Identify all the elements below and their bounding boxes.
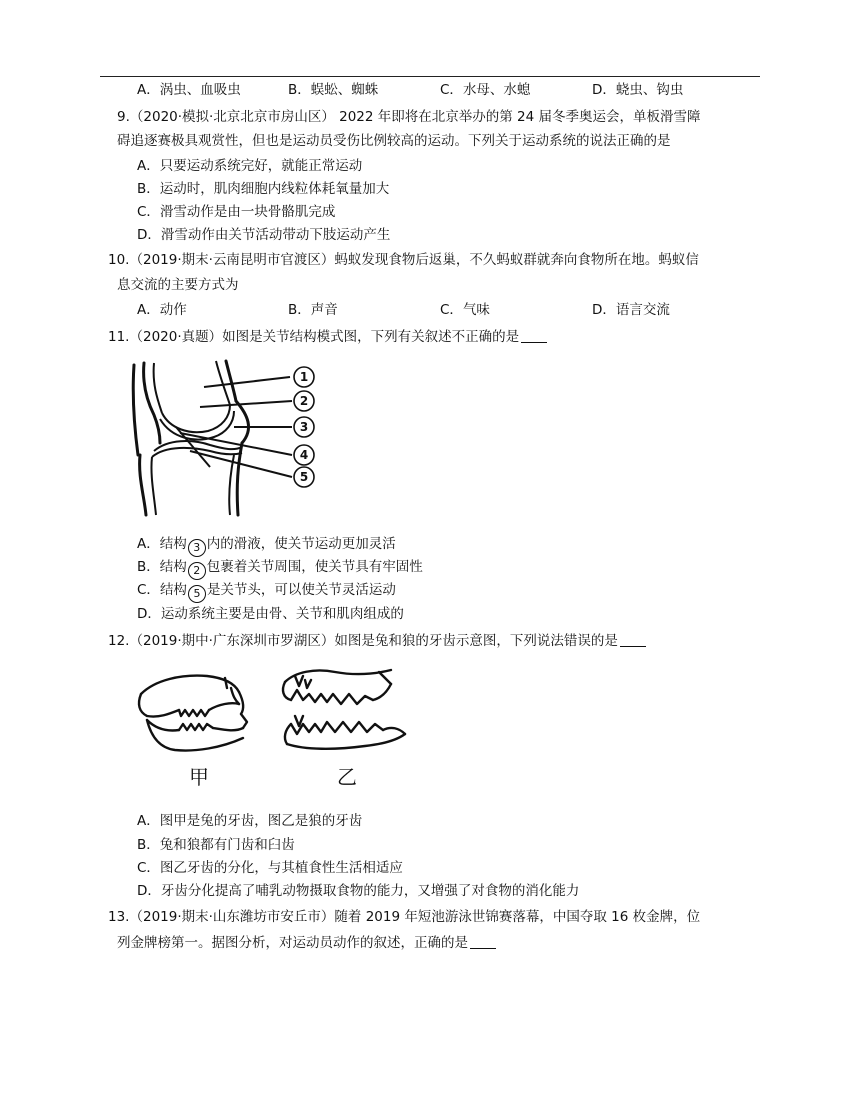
q13-stem-line2: 列金牌榜第一。据图分析，对运动员动作的叙述，正确的是	[117, 933, 496, 953]
q10-option-c[interactable]: C．气味	[440, 302, 490, 318]
svg-text:4: 4	[299, 448, 309, 462]
q11-option-b[interactable]: B．结构 2 包裹着关节周围，使关节具有牢固性	[137, 557, 423, 580]
answer-blank[interactable]	[620, 632, 646, 647]
q12-number: 12.	[108, 633, 130, 649]
q11-option-a[interactable]: A．结构 3 内的滑液，使关节运动更加灵活	[137, 534, 396, 557]
circled-number: 5	[188, 585, 206, 603]
header-rule	[100, 76, 760, 77]
q10-option-b[interactable]: B．声音	[288, 302, 338, 318]
joint-structure-figure	[130, 355, 325, 520]
q11-number: 11.	[108, 329, 130, 345]
circled-number: 3	[188, 539, 206, 557]
svg-text:2: 2	[299, 394, 309, 408]
q8-option-d[interactable]: D．蛲虫、钩虫	[592, 82, 684, 98]
q8-option-c[interactable]: C．水母、水螅	[440, 82, 531, 98]
q10-stem-line2: 息交流的主要方式为	[117, 277, 239, 293]
q11-option-d[interactable]: D．运动系统主要是由骨、关节和肌肉组成的	[137, 606, 404, 622]
q12-option-a[interactable]: A．图甲是兔的牙齿，图乙是狼的牙齿	[137, 813, 363, 829]
figure-label-yi: 乙	[337, 765, 357, 789]
circled-number: 2	[188, 562, 206, 580]
q10-stem-line1: 10.（2019·期末·云南昆明市官渡区）蚂蚁发现食物后返巢，不久蚂蚁群就奔向食物所在地。蚂蚁信	[108, 252, 699, 268]
q8-option-a[interactable]: A．涡虫、血吸虫	[137, 82, 241, 98]
q10-option-d[interactable]: D．语言交流	[592, 302, 670, 318]
q10-number: 10.	[108, 252, 130, 268]
q12-stem: 12.（2019·期中·广东深圳市罗湖区）如图是兔和狼的牙齿示意图，下列说法错误的是	[108, 631, 646, 651]
q9-number: 9.	[117, 109, 130, 125]
q12-option-b[interactable]: B．兔和狼都有门齿和臼齿	[137, 837, 295, 853]
q10-option-a[interactable]: A．动作	[137, 302, 187, 318]
q9-option-b[interactable]: B．运动时，肌肉细胞内线粒体耗氧量加大	[137, 181, 390, 197]
q13-number: 13.	[108, 909, 130, 925]
q12-option-c[interactable]: C．图乙牙齿的分化，与其植食性生活相适应	[137, 860, 403, 876]
q11-option-c[interactable]: C．结构 5 是关节头，可以使关节灵活运动	[137, 580, 396, 603]
q9-option-d[interactable]: D．滑雪动作由关节活动带动下肢运动产生	[137, 227, 391, 243]
q9-option-c[interactable]: C．滑雪动作是由一块骨骼肌完成	[137, 204, 336, 220]
svg-text:1: 1	[299, 370, 309, 384]
teeth-figure	[135, 660, 415, 790]
q9-stem-line1: 9.（2020·模拟·北京北京市房山区） 2022 年即将在北京举办的第 24 届冬季奥运会，单板滑雪障	[117, 109, 701, 125]
q9-option-a[interactable]: A．只要运动系统完好，就能正常运动	[137, 158, 363, 174]
q8-option-b[interactable]: B．蜈蚣、蜘蛛	[288, 82, 379, 98]
q11-stem: 11.（2020·真题）如图是关节结构模式图，下列有关叙述不正确的是	[108, 327, 547, 347]
svg-text:5: 5	[299, 470, 309, 484]
answer-blank[interactable]	[470, 934, 496, 949]
answer-blank[interactable]	[521, 328, 547, 343]
q13-stem-line1: 13.（2019·期末·山东潍坊市安丘市）随着 2019 年短池游泳世锦赛落幕，中国夺取 16 枚金牌，位	[108, 909, 701, 925]
q9-stem-line2: 碍追逐赛极具观赏性，但也是运动员受伤比例较高的运动。下列关于运动系统的说法正确的是	[117, 133, 671, 149]
q12-option-d[interactable]: D．牙齿分化提高了哺乳动物摄取食物的能力，又增强了对食物的消化能力	[137, 883, 580, 899]
figure-label-jia: 甲	[189, 765, 209, 789]
svg-text:3: 3	[299, 420, 309, 434]
